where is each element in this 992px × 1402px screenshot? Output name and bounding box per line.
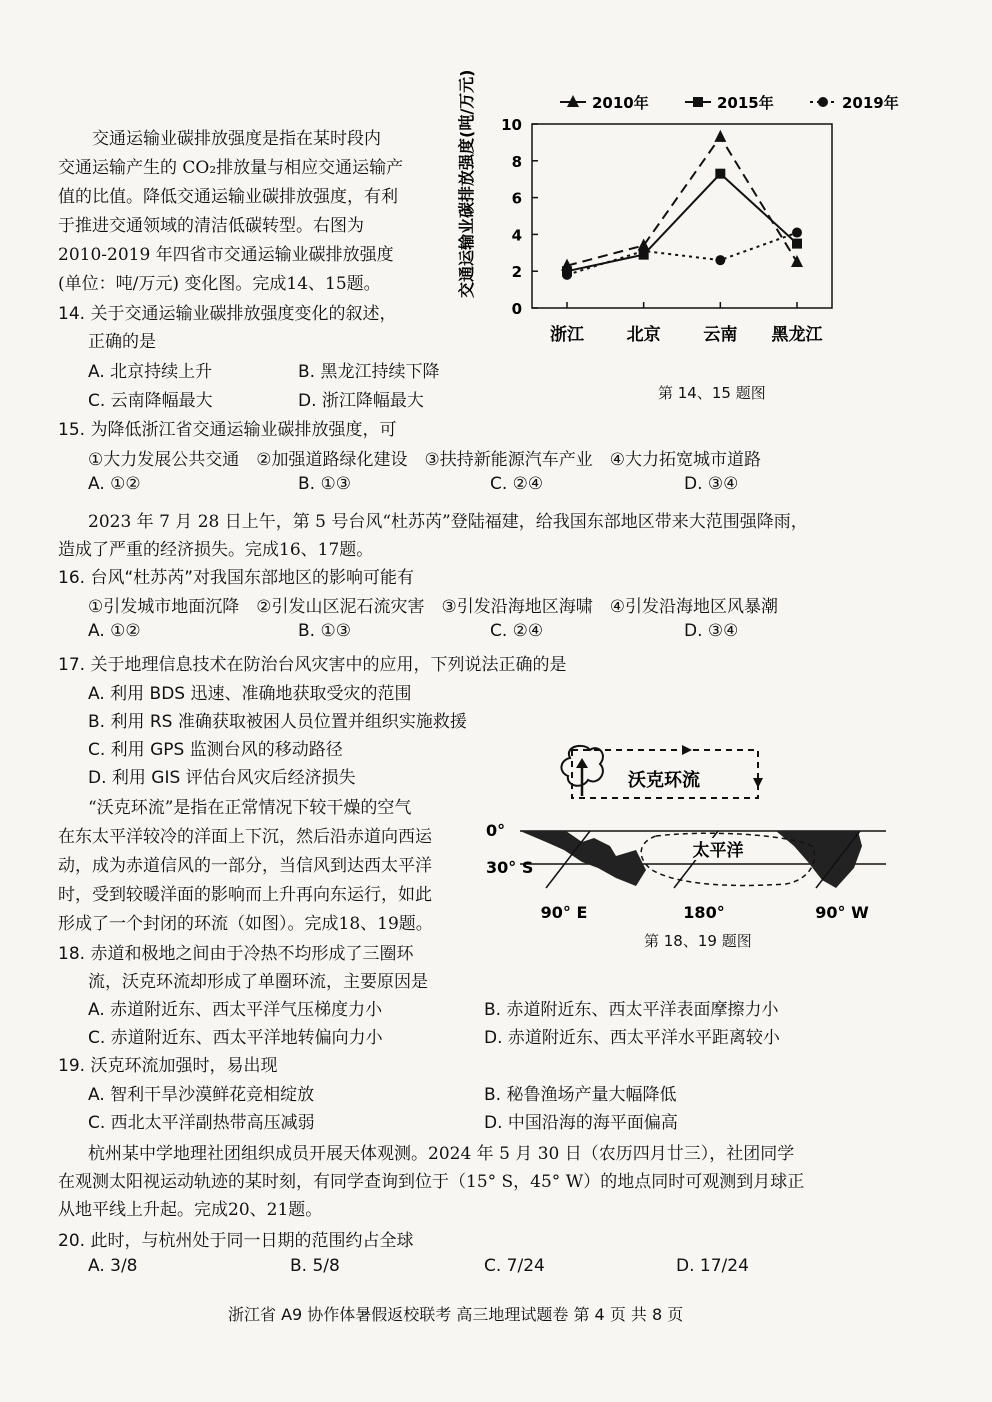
page-footer: 浙江省 A9 协作体暑假返校联考 高三地理试题卷 第 4 页 共 8 页	[228, 1305, 684, 1324]
question-15-stem: 15. 为降低浙江省交通运输业碳排放强度，可	[58, 420, 397, 440]
intro-astronomy-line-3: 从地平线上升起。完成20、21题。	[58, 1200, 323, 1220]
y-tick-label: 2	[511, 263, 522, 282]
y-tick-label: 6	[511, 189, 522, 208]
eastward-arrow-icon	[682, 745, 692, 755]
intro-line: 值的比值。降低交通运输业碳排放强度，有利	[58, 187, 398, 207]
option-15-b[interactable]: B. ①③	[298, 474, 351, 494]
intro-astronomy-line-1: 杭州某中学地理社团组织成员开展天体观测。2024 年 5 月 30 日（农历四月廿三），社团同学	[88, 1144, 795, 1164]
lon-90w-label: 90° W	[815, 903, 869, 922]
pacific-label: 太平洋	[692, 841, 744, 861]
x-tick-label: 云南	[703, 325, 738, 345]
intro-line: “沃克环流”是指在正常情况下较干燥的空气	[88, 798, 412, 818]
y-tick-label: 8	[511, 152, 522, 171]
lat-30s-label: 30° S	[486, 858, 534, 877]
option-18-d[interactable]: D. 赤道附近东、西太平洋水平距离较小	[484, 1028, 780, 1048]
option-17-c[interactable]: C. 利用 GPS 监测台风的移动路径	[88, 740, 343, 760]
option-19-a[interactable]: A. 智利干旱沙漠鲜花竞相绽放	[88, 1085, 315, 1105]
y-axis-label: 交通运输业碳排放强度(吨/万元)	[457, 69, 476, 298]
option-14-c[interactable]: C. 云南降幅最大	[88, 391, 213, 411]
option-18-b[interactable]: B. 赤道附近东、西太平洋表面摩擦力小	[484, 1000, 779, 1020]
option-17-b[interactable]: B. 利用 RS 准确获取被困人员位置并组织实施救援	[88, 712, 467, 732]
question-19-stem: 19. 沃克环流加强时，易出现	[58, 1056, 278, 1076]
x-tick-label: 黑龙江	[771, 325, 823, 345]
option-18-c[interactable]: C. 赤道附近东、西太平洋地转偏向力小	[88, 1028, 383, 1048]
x-tick-label: 北京	[626, 325, 661, 345]
legend-label: 2019年	[842, 94, 899, 112]
option-20-c[interactable]: C. 7/24	[484, 1256, 545, 1276]
intro-line: 于推进交通领域的清洁低碳转型。右图为	[58, 216, 364, 236]
upward-arrow-icon	[576, 758, 588, 768]
legend-marker	[818, 97, 828, 107]
option-14-d[interactable]: D. 浙江降幅最大	[298, 391, 424, 411]
intro-line: 动，成为赤道信风的一部分，当信风到达西太平洋	[58, 856, 432, 876]
legend-label: 2015年	[717, 94, 774, 112]
intro-typhoon-line-2: 造成了严重的经济损失。完成16、17题。	[58, 540, 374, 560]
data-point-2019年	[562, 270, 572, 280]
option-15-c[interactable]: C. ②④	[490, 474, 544, 494]
series-line-2019年	[567, 233, 797, 275]
data-point-2019年	[715, 255, 725, 265]
option-18-a[interactable]: A. 赤道附近东、西太平洋气压梯度力小	[88, 1000, 383, 1020]
data-point-2019年	[792, 228, 802, 238]
x-tick-label: 浙江	[550, 325, 584, 345]
option-17-a[interactable]: A. 利用 BDS 迅速、准确地获取受灾的范围	[88, 684, 412, 704]
option-20-d[interactable]: D. 17/24	[676, 1256, 749, 1276]
intro-line: 交通运输产生的 CO₂排放量与相应交通运输产	[58, 158, 404, 178]
intro-line: 时，受到较暖洋面的影响而上升再向东运行，如此	[58, 885, 432, 905]
question-15-statements: ①大力发展公共交通 ②加强道路绿化建设 ③扶持新能源汽车产业 ④大力拓宽城市道路	[88, 450, 761, 470]
option-20-b[interactable]: B. 5/8	[290, 1256, 340, 1276]
intro-line: (单位：吨/万元) 变化图。完成14、15题。	[58, 274, 381, 294]
carbon-intensity-line-chart	[440, 69, 899, 358]
lon-180-label: 180°	[683, 903, 725, 922]
question-14-stem: 14. 关于交通运输业碳排放强度变化的叙述，	[58, 304, 397, 324]
option-16-d[interactable]: D. ③④	[684, 621, 739, 641]
data-point-2019年	[639, 246, 649, 256]
figure-caption-14-15: 第 14、15 题图	[658, 384, 766, 402]
y-tick-label: 10	[501, 116, 522, 134]
y-tick-label: 0	[511, 300, 522, 318]
legend-marker	[693, 97, 703, 107]
option-15-d[interactable]: D. ③④	[684, 474, 739, 494]
data-point-2010年	[714, 130, 726, 142]
question-17-stem: 17. 关于地理信息技术在防治台风灾害中的应用，下列说法正确的是	[58, 655, 567, 675]
option-14-b[interactable]: B. 黑龙江持续下降	[298, 362, 440, 382]
option-19-b[interactable]: B. 秘鲁渔场产量大幅降低	[484, 1085, 677, 1105]
intro-astronomy-line-2: 在观测太阳视运动轨迹的某时刻，有同学查询到位于（15° S，45° W）的地点同时可观测到月球正	[58, 1172, 805, 1192]
intro-line: 交通运输业碳排放强度是指在某时段内	[92, 129, 381, 149]
option-15-a[interactable]: A. ①②	[88, 474, 141, 494]
intro-line: 2010-2019 年四省市交通运输业碳排放强度	[58, 245, 394, 265]
option-17-d[interactable]: D. 利用 GIS 评估台风灾后经济损失	[88, 768, 356, 788]
option-16-a[interactable]: A. ①②	[88, 621, 141, 641]
legend-label: 2010年	[592, 94, 649, 112]
question-16-stem: 16. 台风“杜苏芮”对我国东部地区的影响可能有	[58, 568, 415, 588]
walker-circulation-diagram	[486, 738, 886, 928]
question-18-stem-cont: 流，沃克环流却形成了单圈环流，主要原因是	[88, 972, 428, 992]
series-line-2010年	[567, 137, 797, 266]
south-america-landmass	[776, 831, 862, 888]
y-tick-label: 4	[511, 226, 522, 245]
question-14-stem-cont: 正确的是	[88, 332, 156, 352]
data-point-2015年	[792, 239, 802, 249]
question-18-stem: 18. 赤道和极地之间由于冷热不均形成了三圈环	[58, 944, 414, 964]
option-14-a[interactable]: A. 北京持续上升	[88, 362, 213, 382]
option-19-c[interactable]: C. 西北太平洋副热带高压减弱	[88, 1113, 315, 1133]
question-16-statements: ①引发城市地面沉降 ②引发山区泥石流灾害 ③引发沿海地区海啸 ④引发沿海地区风暴潮	[88, 597, 778, 617]
intro-line: 形成了一个封闭的环流（如图）。完成18、19题。	[58, 914, 433, 934]
option-19-d[interactable]: D. 中国沿海的海平面偏高	[484, 1113, 678, 1133]
plot-frame	[532, 124, 832, 308]
option-20-a[interactable]: A. 3/8	[88, 1256, 138, 1276]
intro-line: 在东太平洋较冷的洋面上下沉，然后沿赤道向西运	[58, 827, 432, 847]
lon-90e-label: 90° E	[540, 903, 588, 922]
option-16-b[interactable]: B. ①③	[298, 621, 351, 641]
lat-0-label: 0°	[486, 821, 506, 840]
option-16-c[interactable]: C. ②④	[490, 621, 544, 641]
data-point-2015年	[715, 169, 725, 179]
question-20-stem: 20. 此时，与杭州处于同一日期的范围约占全球	[58, 1231, 414, 1251]
figure-caption-18-19: 第 18、19 题图	[644, 932, 752, 950]
walker-label: 沃克环流	[628, 770, 700, 791]
downward-arrow-icon	[753, 778, 763, 788]
intro-typhoon-line-1: 2023 年 7 月 28 日上午，第 5 号台风“杜苏芮”登陆福建，给我国东部地区带来大范围强降雨，	[88, 512, 808, 532]
